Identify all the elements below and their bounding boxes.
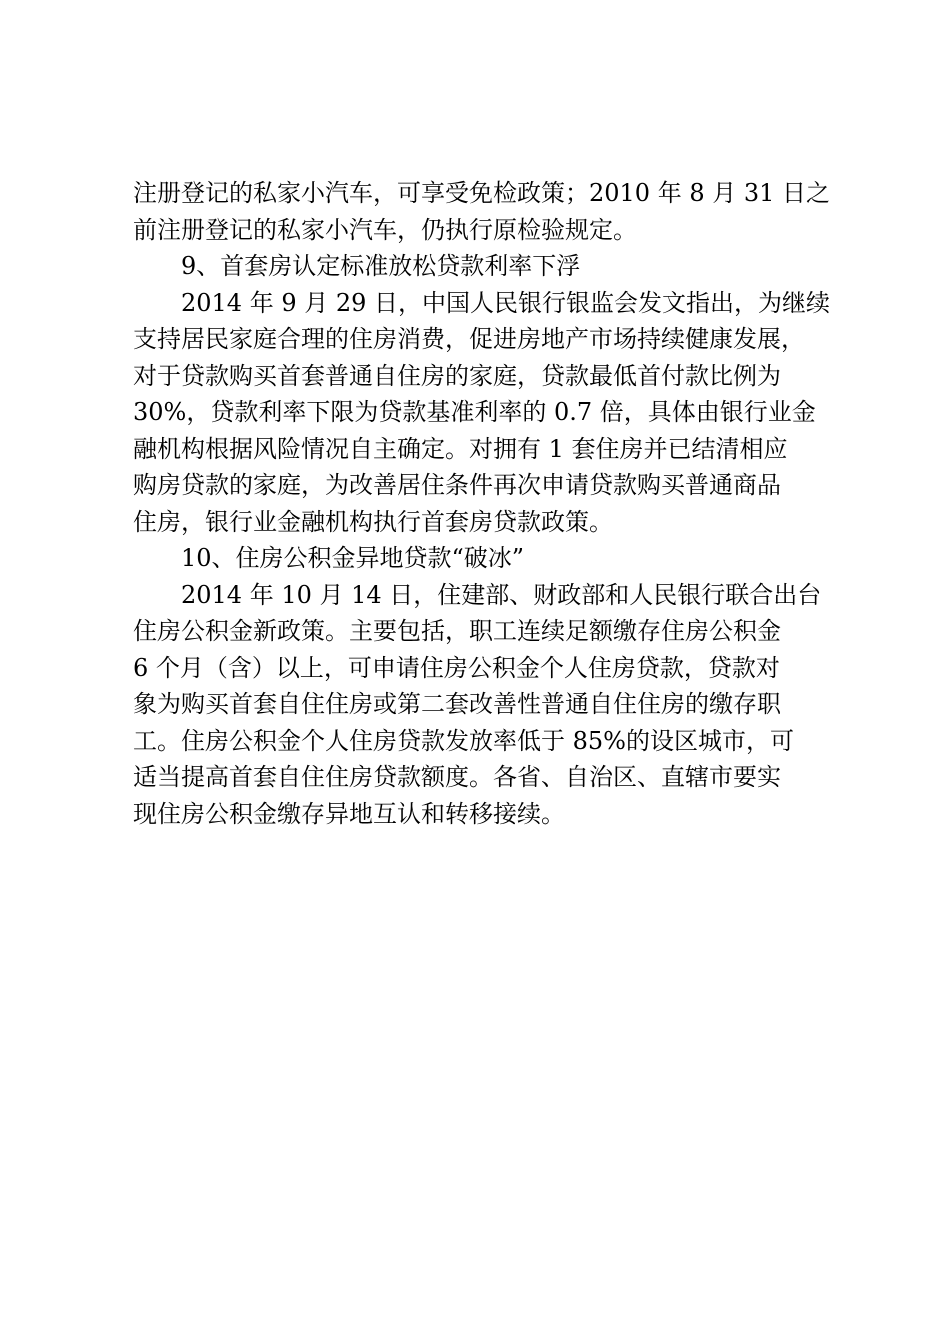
section-heading: 10、住房公积金异地贷款“破冰” — [181, 544, 525, 572]
paragraph-line: 对于贷款购买首套普通自住房的家庭，贷款最低首付款比例为 — [133, 361, 781, 390]
section-heading: 9、首套房认定标准放松贷款利率下浮 — [181, 252, 581, 280]
paragraph-line: 购房贷款的家庭，为改善居住条件再次申请贷款购买普通商品 — [133, 471, 781, 499]
paragraph-line: 2014 年 9 月 29 日，中国人民银行银监会发文指出，为继续 — [181, 288, 831, 317]
paragraph-line: 住房公积金新政策。主要包括，职工连续足额缴存住房公积金 — [133, 617, 781, 645]
paragraph-line: 6 个月（含）以上，可申请住房公积金个人住房贷款，贷款对 — [133, 653, 780, 682]
paragraph-line: 2014 年 10 月 14 日，住建部、财政部和人民银行联合出台 — [181, 580, 822, 609]
paragraph-line: 前注册登记的私家小汽车，仍执行原检验规定。 — [133, 215, 637, 244]
paragraph-line: 注册登记的私家小汽车，可享受免检政策；2010 年 8 月 31 日之 — [133, 179, 831, 207]
paragraph-line: 住房，银行业金融机构执行首套房贷款政策。 — [133, 507, 613, 536]
paragraph-line: 融机构根据风险情况自主确定。对拥有 1 套住房并已结清相应 — [133, 434, 788, 463]
paragraph-line: 现住房公积金缴存异地互认和转移接续。 — [133, 799, 565, 828]
paragraph-line: 适当提高首套自住住房贷款额度。各省、自治区、直辖市要实 — [133, 763, 781, 791]
paragraph-line: 象为购买首套自住住房或第二套改善性普通自住住房的缴存职 — [133, 690, 781, 718]
paragraph-line: 30%，贷款利率下限为贷款基准利率的 0.7 倍，具体由银行业金 — [133, 398, 816, 426]
paragraph-line: 工。住房公积金个人住房贷款发放率低于 85%的设区城市，可 — [133, 726, 794, 755]
document-body — [133, 175, 833, 832]
paragraph-line: 支持居民家庭合理的住房消费，促进房地产市场持续健康发展， — [133, 325, 805, 353]
